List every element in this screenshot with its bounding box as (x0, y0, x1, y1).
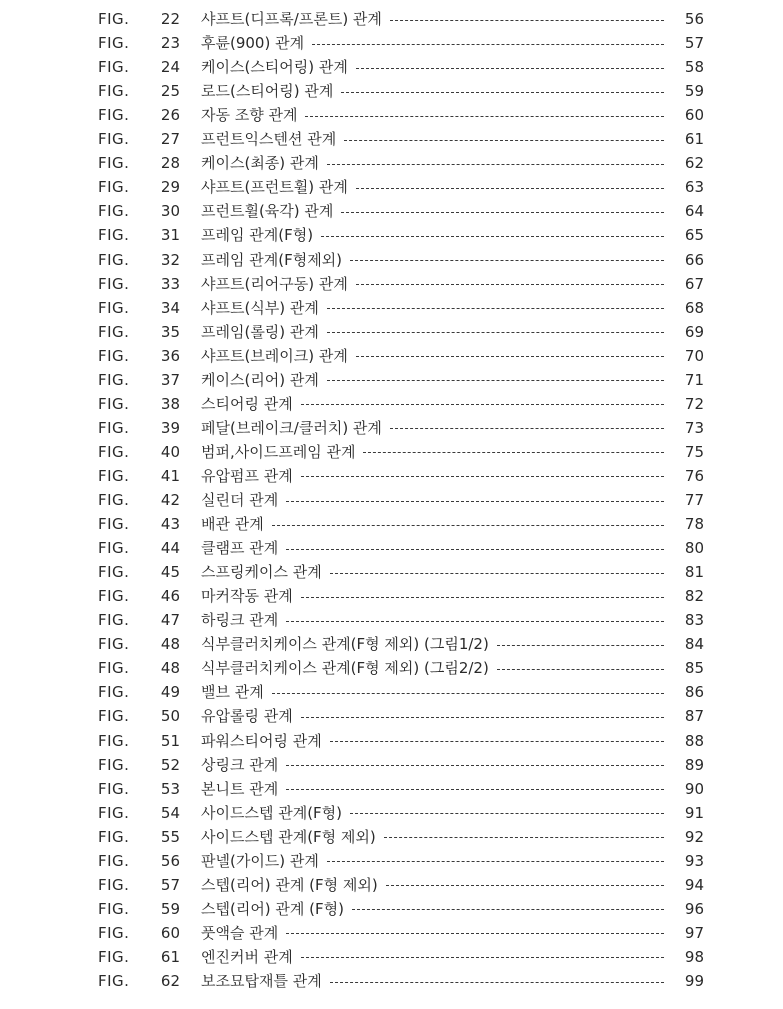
entry-leader (201, 55, 664, 79)
entry-title: 파워스티어링 관계 (201, 731, 322, 750)
dashed-leader-line (286, 621, 664, 622)
fig-number: 22 (160, 10, 180, 28)
entry-leader (201, 777, 664, 801)
fig-number: 41 (160, 466, 180, 485)
entry-title: 배관 관계 (201, 515, 264, 534)
fig-number: 55 (160, 827, 180, 846)
page-number: 67 (684, 274, 704, 293)
page-number: 97 (684, 923, 704, 942)
dashed-leader-line (390, 428, 664, 429)
toc-entry (0, 55, 783, 79)
fig-label: FIG. (98, 972, 130, 990)
fig-number: 33 (160, 274, 180, 293)
entry-title: 하링크 관계 (201, 611, 279, 630)
page-number: 82 (684, 587, 704, 606)
dashed-leader-line (301, 717, 664, 718)
page-number: 92 (684, 827, 704, 846)
fig-number: 47 (160, 611, 180, 630)
page-number: 88 (684, 731, 704, 750)
toc-entry (0, 7, 783, 31)
entry-leader (201, 560, 664, 584)
entry-title: 엔진커버 관계 (201, 947, 293, 966)
toc-entry (0, 729, 783, 753)
toc-entry (0, 103, 783, 127)
dashed-leader-line (327, 164, 664, 165)
dashed-leader-line (286, 789, 664, 790)
toc-entry (0, 632, 783, 656)
dashed-leader-line (341, 92, 664, 93)
dashed-leader-line (390, 20, 664, 21)
dashed-leader-line (321, 236, 664, 237)
fig-number: 60 (160, 923, 180, 942)
fig-number: 61 (160, 947, 180, 966)
entry-title: 유압롤링 관계 (201, 707, 293, 726)
fig-number: 32 (160, 250, 180, 269)
fig-number: 49 (160, 683, 180, 702)
entry-leader (201, 945, 664, 969)
fig-number: 24 (160, 58, 180, 77)
fig-label: FIG. (98, 731, 130, 750)
dashed-leader-line (301, 597, 664, 598)
entry-title: 케이스(리어) 관계 (201, 370, 319, 389)
page-number: 81 (684, 563, 704, 582)
fig-number: 42 (160, 491, 180, 509)
fig-label: FIG. (98, 803, 130, 822)
toc-entry (0, 175, 783, 199)
toc-entry (0, 296, 783, 320)
entry-leader (201, 464, 664, 488)
fig-label: FIG. (98, 659, 130, 678)
entry-leader (201, 753, 664, 777)
entry-title: 샤프트(프런트휠) 관계 (201, 178, 348, 197)
fig-label: FIG. (98, 130, 130, 149)
fig-label: FIG. (98, 683, 130, 702)
fig-label: FIG. (98, 491, 130, 509)
fig-label: FIG. (98, 442, 130, 461)
toc-entry (0, 753, 783, 777)
entry-leader (201, 103, 664, 127)
dashed-leader-line (286, 933, 664, 934)
fig-label: FIG. (98, 34, 130, 53)
dashed-leader-line (386, 885, 664, 886)
fig-label: FIG. (98, 851, 130, 870)
fig-number: 48 (160, 635, 180, 654)
dashed-leader-line (356, 188, 664, 189)
fig-number: 35 (160, 322, 180, 341)
entry-leader (201, 825, 664, 849)
entry-title: 프레임(롤링) 관계 (201, 322, 319, 341)
entry-title: 페달(브레이크/클러치) 관계 (201, 418, 382, 437)
fig-number: 34 (160, 298, 180, 317)
entry-title: 보조묘탑재틀 관계 (201, 972, 322, 990)
entry-leader (201, 969, 664, 993)
entry-title: 케이스(스티어링) 관계 (201, 58, 348, 77)
fig-number: 45 (160, 563, 180, 582)
dashed-leader-line (330, 573, 664, 574)
fig-number: 27 (160, 130, 180, 149)
fig-number: 38 (160, 394, 180, 413)
entry-title: 프레임 관계(F형제외) (201, 250, 343, 269)
fig-number: 26 (160, 106, 180, 125)
entry-title: 프런트휠(육각) 관계 (201, 202, 334, 221)
entry-title: 본니트 관계 (201, 779, 279, 798)
fig-label: FIG. (98, 226, 130, 245)
page-number: 85 (684, 659, 704, 678)
entry-leader (201, 199, 664, 223)
fig-label: FIG. (98, 755, 130, 774)
toc-entry (0, 248, 783, 272)
fig-label: FIG. (98, 539, 130, 558)
toc-entry (0, 272, 783, 296)
toc-entry (0, 488, 783, 512)
entry-leader (201, 440, 664, 464)
entry-leader (201, 584, 664, 608)
toc-entry (0, 969, 783, 993)
page-number: 60 (684, 106, 704, 125)
toc-entry (0, 320, 783, 344)
fig-label: FIG. (98, 563, 130, 582)
entry-leader (201, 801, 664, 825)
entry-title: 클램프 관계 (201, 539, 279, 558)
page-number: 56 (684, 10, 704, 28)
fig-label: FIG. (98, 635, 130, 654)
entry-title: 케이스(최종) 관계 (201, 154, 319, 173)
page-number: 63 (684, 178, 704, 197)
fig-label: FIG. (98, 250, 130, 269)
entry-title: 샤프트(브레이크) 관계 (201, 346, 348, 365)
entry-leader (201, 416, 664, 440)
entry-leader (201, 296, 664, 320)
toc-entry (0, 945, 783, 969)
fig-number: 46 (160, 587, 180, 606)
fig-label: FIG. (98, 106, 130, 125)
toc-entry (0, 704, 783, 728)
page-number: 66 (684, 250, 704, 269)
entry-title: 스프링케이스 관계 (201, 563, 322, 582)
toc-entry (0, 608, 783, 632)
entry-leader (201, 248, 664, 272)
page-number: 96 (684, 899, 704, 918)
dashed-leader-line (327, 380, 664, 381)
fig-label: FIG. (98, 779, 130, 798)
fig-number: 44 (160, 539, 180, 558)
fig-label: FIG. (98, 394, 130, 413)
fig-number: 50 (160, 707, 180, 726)
toc-entry (0, 512, 783, 536)
dashed-leader-line (272, 525, 664, 526)
dashed-leader-line (330, 982, 664, 983)
entry-leader (201, 704, 664, 728)
entry-leader (201, 7, 664, 31)
entry-leader (201, 392, 664, 416)
fig-label: FIG. (98, 875, 130, 894)
dashed-leader-line (363, 452, 664, 453)
entry-title: 프레임 관계(F형) (201, 226, 314, 245)
toc-entry (0, 79, 783, 103)
dashed-leader-line (327, 332, 664, 333)
dashed-leader-line (301, 404, 664, 405)
entry-title: 범퍼,사이드프레임 관계 (201, 442, 356, 461)
fig-label: FIG. (98, 515, 130, 534)
dashed-leader-line (286, 501, 664, 502)
dashed-leader-line (356, 284, 664, 285)
fig-number: 57 (160, 875, 180, 894)
dashed-leader-line (330, 741, 664, 742)
entry-leader (201, 175, 664, 199)
fig-label: FIG. (98, 899, 130, 918)
entry-title: 스텝(리어) 관계 (F형) (201, 899, 345, 918)
entry-title: 후륜(900) 관계 (201, 34, 305, 53)
entry-leader (201, 536, 664, 560)
toc-entry (0, 151, 783, 175)
toc-entry (0, 801, 783, 825)
entry-leader (201, 656, 664, 680)
fig-label: FIG. (98, 10, 130, 28)
toc-entry (0, 223, 783, 247)
fig-number: 40 (160, 442, 180, 461)
fig-number: 37 (160, 370, 180, 389)
entry-title: 식부클러치케이스 관계(F형 제외) (그림2/2) (201, 659, 489, 678)
toc-entry (0, 344, 783, 368)
dashed-leader-line (497, 645, 664, 646)
fig-label: FIG. (98, 707, 130, 726)
entry-title: 풋액슬 관계 (201, 923, 279, 942)
entry-leader (201, 488, 664, 512)
dashed-leader-line (286, 765, 664, 766)
page-number: 91 (684, 803, 704, 822)
fig-label: FIG. (98, 947, 130, 966)
entry-leader (201, 31, 664, 55)
dashed-leader-line (286, 549, 664, 550)
entry-title: 샤프트(식부) 관계 (201, 298, 319, 317)
fig-number: 48 (160, 659, 180, 678)
entry-title: 마커작동 관계 (201, 587, 293, 606)
fig-label: FIG. (98, 418, 130, 437)
toc-entry (0, 873, 783, 897)
toc-entry (0, 199, 783, 223)
fig-number: 39 (160, 418, 180, 437)
entry-leader (201, 873, 664, 897)
entry-leader (201, 608, 664, 632)
toc-entry (0, 392, 783, 416)
fig-number: 62 (160, 972, 180, 990)
toc-entry (0, 680, 783, 704)
entry-title: 사이드스텝 관계(F형 제외) (201, 827, 376, 846)
page-number: 61 (684, 130, 704, 149)
fig-number: 54 (160, 803, 180, 822)
page-number: 84 (684, 635, 704, 654)
entry-leader (201, 368, 664, 392)
dashed-leader-line (344, 140, 664, 141)
fig-label: FIG. (98, 346, 130, 365)
fig-label: FIG. (98, 178, 130, 197)
dashed-leader-line (301, 476, 664, 477)
page-number: 77 (684, 491, 704, 509)
entry-title: 샤프트(디프록/프론트) 관계 (201, 10, 382, 28)
toc-entry (0, 536, 783, 560)
page-number: 78 (684, 515, 704, 534)
dashed-leader-line (356, 356, 664, 357)
entry-title: 판넬(가이드) 관계 (201, 851, 319, 870)
entry-title: 사이드스텝 관계(F형) (201, 803, 343, 822)
dashed-leader-line (312, 44, 664, 45)
fig-label: FIG. (98, 58, 130, 77)
page-number: 90 (684, 779, 704, 798)
page-number: 59 (684, 82, 704, 101)
fig-label: FIG. (98, 154, 130, 173)
page-number: 87 (684, 707, 704, 726)
fig-number: 53 (160, 779, 180, 798)
fig-number: 25 (160, 82, 180, 101)
toc-entry (0, 921, 783, 945)
dashed-leader-line (341, 212, 664, 213)
entry-title: 밸브 관계 (201, 683, 264, 702)
toc-entry (0, 584, 783, 608)
toc-entry (0, 897, 783, 921)
fig-label: FIG. (98, 298, 130, 317)
entry-title: 자동 조향 관계 (201, 106, 298, 125)
page-number: 64 (684, 202, 704, 221)
entry-leader (201, 320, 664, 344)
dashed-leader-line (497, 669, 664, 670)
fig-number: 56 (160, 851, 180, 870)
entry-leader (201, 127, 664, 151)
toc-entry (0, 31, 783, 55)
dashed-leader-line (305, 116, 664, 117)
fig-number: 31 (160, 226, 180, 245)
page-number: 80 (684, 539, 704, 558)
entry-leader (201, 151, 664, 175)
entry-leader (201, 344, 664, 368)
entry-title: 실린더 관계 (201, 491, 279, 509)
page-number: 83 (684, 611, 704, 630)
fig-number: 43 (160, 515, 180, 534)
dashed-leader-line (352, 909, 664, 910)
fig-number: 51 (160, 731, 180, 750)
page-number: 93 (684, 851, 704, 870)
page-number: 71 (684, 370, 704, 389)
page-number: 72 (684, 394, 704, 413)
page-number: 98 (684, 947, 704, 966)
dashed-leader-line (350, 260, 664, 261)
fig-label: FIG. (98, 611, 130, 630)
fig-label: FIG. (98, 202, 130, 221)
toc-entry (0, 849, 783, 873)
page-number: 94 (684, 875, 704, 894)
fig-label: FIG. (98, 587, 130, 606)
entry-title: 프런트익스텐션 관계 (201, 130, 337, 149)
page-number: 65 (684, 226, 704, 245)
dashed-leader-line (272, 693, 664, 694)
fig-label: FIG. (98, 370, 130, 389)
dashed-leader-line (327, 308, 664, 309)
toc-entry (0, 127, 783, 151)
dashed-leader-line (356, 68, 664, 69)
fig-number: 29 (160, 178, 180, 197)
dashed-leader-line (384, 837, 664, 838)
page-number: 62 (684, 154, 704, 173)
toc-entry (0, 825, 783, 849)
entry-title: 상링크 관계 (201, 755, 279, 774)
page-number: 58 (684, 58, 704, 77)
page-number: 76 (684, 466, 704, 485)
dashed-leader-line (301, 957, 664, 958)
entry-title: 유압펌프 관계 (201, 466, 293, 485)
fig-number: 52 (160, 755, 180, 774)
fig-number: 28 (160, 154, 180, 173)
fig-number: 23 (160, 34, 180, 53)
toc-entry (0, 464, 783, 488)
toc-entry (0, 656, 783, 680)
entry-leader (201, 223, 664, 247)
toc-entry (0, 368, 783, 392)
toc-entry (0, 416, 783, 440)
entry-leader (201, 680, 664, 704)
page-number: 86 (684, 683, 704, 702)
entry-title: 샤프트(리어구동) 관계 (201, 274, 348, 293)
entry-leader (201, 272, 664, 296)
entry-leader (201, 849, 664, 873)
entry-leader (201, 897, 664, 921)
dashed-leader-line (350, 813, 664, 814)
entry-title: 식부클러치케이스 관계(F형 제외) (그림1/2) (201, 635, 489, 654)
fig-number: 36 (160, 346, 180, 365)
toc-entry (0, 777, 783, 801)
toc-entry (0, 560, 783, 584)
fig-label: FIG. (98, 322, 130, 341)
entry-leader (201, 632, 664, 656)
page-number: 75 (684, 442, 704, 461)
fig-number: 30 (160, 202, 180, 221)
fig-label: FIG. (98, 923, 130, 942)
page-number: 73 (684, 418, 704, 437)
fig-label: FIG. (98, 466, 130, 485)
toc-entry (0, 440, 783, 464)
entry-leader (201, 921, 664, 945)
entry-leader (201, 79, 664, 103)
fig-label: FIG. (98, 82, 130, 101)
entry-title: 로드(스티어링) 관계 (201, 82, 334, 101)
entry-leader (201, 729, 664, 753)
page-number: 57 (684, 34, 704, 53)
fig-number: 59 (160, 899, 180, 918)
entry-leader (201, 512, 664, 536)
fig-label: FIG. (98, 274, 130, 293)
dashed-leader-line (327, 861, 664, 862)
fig-label: FIG. (98, 827, 130, 846)
page-number: 89 (684, 755, 704, 774)
entry-title: 스텝(리어) 관계 (F형 제외) (201, 875, 378, 894)
page-number: 99 (684, 972, 704, 990)
entry-title: 스티어링 관계 (201, 394, 293, 413)
page-number: 70 (684, 346, 704, 365)
page-number: 69 (684, 322, 704, 341)
page-number: 68 (684, 298, 704, 317)
